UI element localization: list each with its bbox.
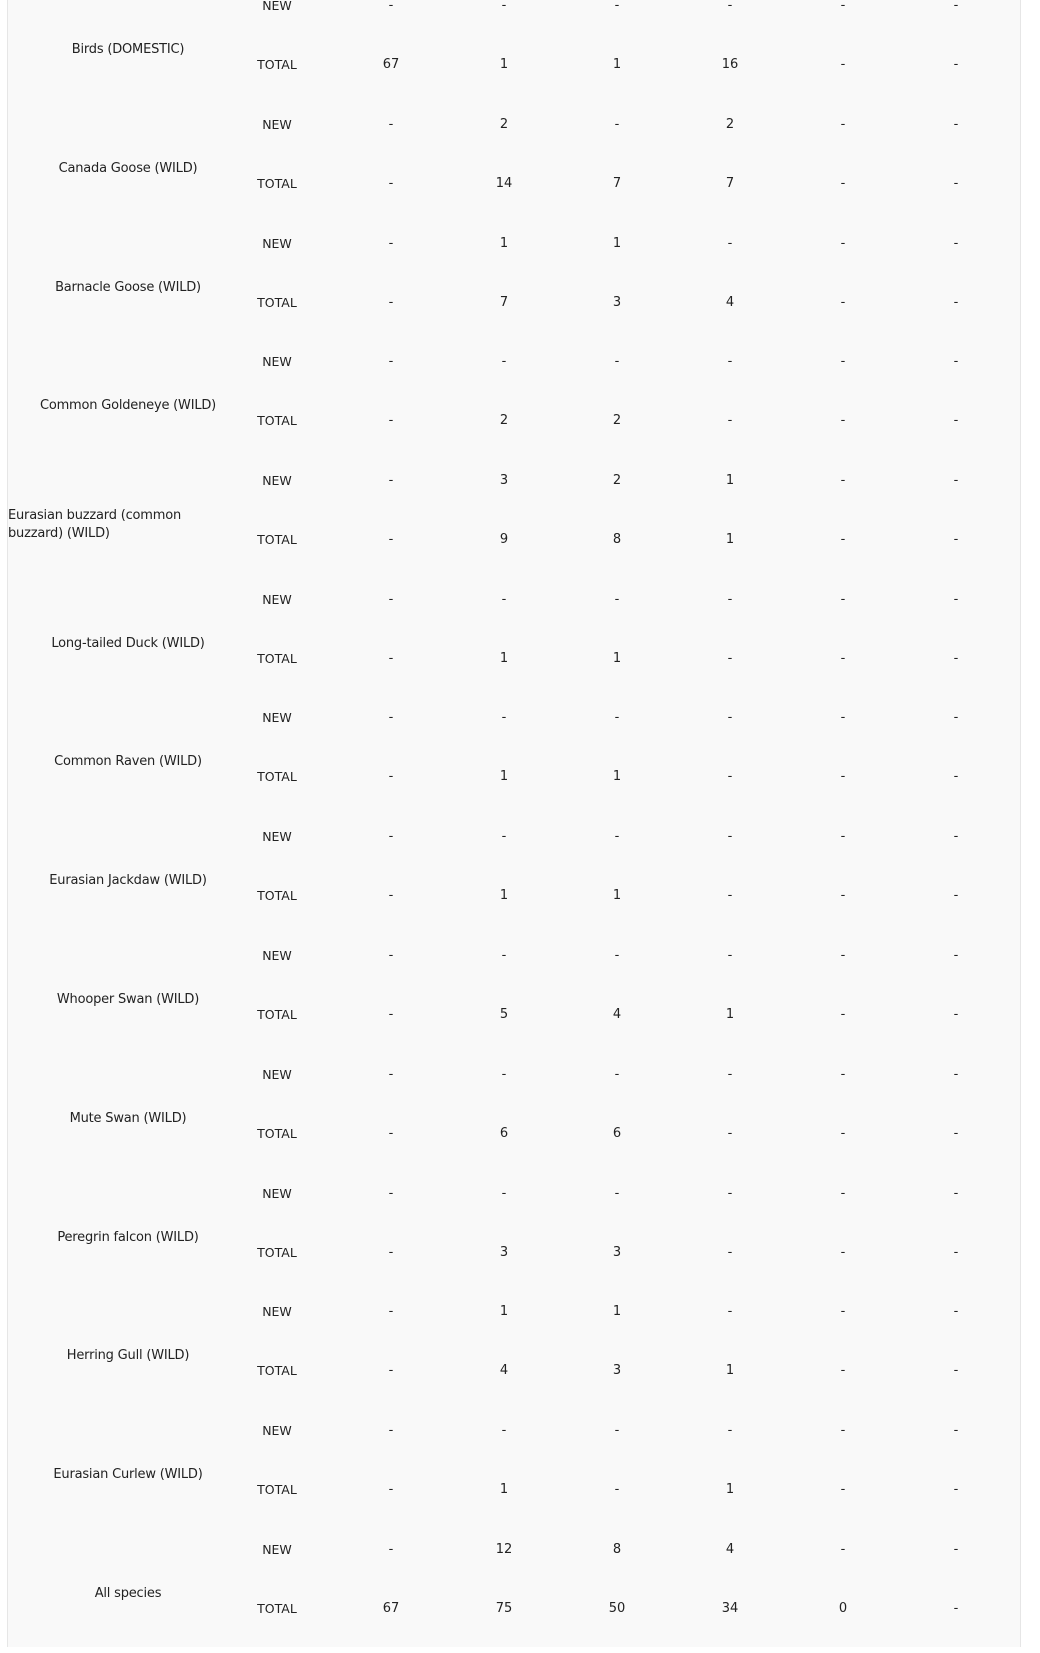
- table-cell: -: [501, 710, 507, 725]
- row-type-label: TOTAL: [257, 888, 297, 903]
- species-group: [8, 0, 1022, 109]
- table-cell: -: [840, 651, 846, 666]
- table-cell: 1: [725, 1482, 735, 1497]
- table-cell: -: [727, 236, 733, 251]
- table-cell: -: [953, 1245, 959, 1260]
- table-cell: -: [953, 1542, 959, 1557]
- table-row-total: [8, 649, 1022, 669]
- table-cell: 4: [612, 1007, 622, 1022]
- table-cell: -: [388, 1363, 394, 1378]
- table-cell: -: [388, 0, 394, 13]
- table-cell: 1: [612, 769, 622, 784]
- species-name: Peregrin falcon (WILD): [57, 1230, 199, 1245]
- row-type-label: NEW: [262, 1423, 292, 1438]
- table-row-total: [8, 1243, 1022, 1263]
- table-cell: -: [388, 1245, 394, 1260]
- table-cell: -: [840, 176, 846, 191]
- species-group: [8, 702, 1022, 821]
- species-group: [8, 465, 1022, 584]
- table-cell: -: [840, 1186, 846, 1201]
- table-cell: 1: [612, 57, 622, 72]
- table-cell: -: [727, 710, 733, 725]
- table-cell: -: [953, 948, 959, 963]
- table-cell: 16: [721, 57, 739, 72]
- table-cell: 2: [612, 473, 622, 488]
- species-name: Whooper Swan (WILD): [56, 992, 200, 1007]
- row-type-label: NEW: [262, 117, 292, 132]
- table-cell: -: [840, 117, 846, 132]
- table-cell: 1: [499, 1304, 509, 1319]
- row-type-label: NEW: [262, 1542, 292, 1557]
- table-cell: -: [840, 769, 846, 784]
- table-cell: -: [388, 413, 394, 428]
- table-cell: 7: [499, 295, 509, 310]
- table-cell: -: [953, 1601, 959, 1616]
- row-type-label: NEW: [262, 1304, 292, 1319]
- species-name: Herring Gull (WILD): [66, 1348, 190, 1363]
- row-type-label: NEW: [262, 710, 292, 725]
- table-cell: -: [727, 769, 733, 784]
- table-cell: 2: [499, 413, 509, 428]
- table-cell: -: [953, 236, 959, 251]
- table-cell: -: [727, 592, 733, 607]
- table-cell: -: [840, 592, 846, 607]
- row-type-label: TOTAL: [257, 1601, 297, 1616]
- table-cell: 6: [499, 1126, 509, 1141]
- table-cell: -: [953, 1423, 959, 1438]
- table-cell: 1: [499, 57, 509, 72]
- table-row-new: [8, 234, 1022, 254]
- table-cell: 75: [495, 1601, 513, 1616]
- table-cell: 1: [499, 1482, 509, 1497]
- table-cell: -: [840, 0, 846, 13]
- table-cell: -: [388, 295, 394, 310]
- table-cell: -: [388, 176, 394, 191]
- table-row-new: [8, 115, 1022, 135]
- table-cell: -: [501, 1423, 507, 1438]
- table-cell: -: [953, 117, 959, 132]
- table-cell: 34: [721, 1601, 739, 1616]
- row-type-label: TOTAL: [257, 1007, 297, 1022]
- species-name: All species: [94, 1586, 162, 1601]
- table-cell: -: [727, 651, 733, 666]
- table-cell: 1: [612, 236, 622, 251]
- species-name: Eurasian buzzard (common buzzard) (WILD): [8, 508, 181, 541]
- table-cell: -: [953, 1007, 959, 1022]
- table-cell: 1: [725, 473, 735, 488]
- table-row-total: [8, 1361, 1022, 1381]
- table-cell: -: [727, 1126, 733, 1141]
- table-cell: 3: [612, 295, 622, 310]
- table-cell: -: [388, 236, 394, 251]
- table-cell: 1: [612, 651, 622, 666]
- table-cell: -: [727, 0, 733, 13]
- table-cell: 2: [612, 413, 622, 428]
- species-name: Canada Goose (WILD): [58, 161, 198, 176]
- table-cell: -: [840, 236, 846, 251]
- table-cell: -: [840, 1423, 846, 1438]
- species-group: [8, 940, 1022, 1059]
- table-cell: -: [953, 829, 959, 844]
- table-row-new: [8, 1065, 1022, 1085]
- table-cell: 1: [499, 651, 509, 666]
- table-cell: -: [840, 1126, 846, 1141]
- table-cell: -: [953, 1186, 959, 1201]
- table-row-new: [8, 1302, 1022, 1322]
- table-cell: -: [388, 1304, 394, 1319]
- row-type-label: TOTAL: [257, 769, 297, 784]
- table-cell: -: [840, 888, 846, 903]
- row-type-label: NEW: [262, 0, 292, 13]
- table-cell: 1: [499, 888, 509, 903]
- table-row-total: [8, 767, 1022, 787]
- table-cell: -: [388, 888, 394, 903]
- table-cell: 3: [612, 1245, 622, 1260]
- table-cell: 1: [612, 1304, 622, 1319]
- table-cell: -: [727, 888, 733, 903]
- table-cell: -: [388, 1542, 394, 1557]
- table-cell: -: [953, 1126, 959, 1141]
- row-type-label: NEW: [262, 829, 292, 844]
- table-cell: -: [840, 1007, 846, 1022]
- table-row-new: [8, 708, 1022, 728]
- table-row-new: [8, 1540, 1022, 1560]
- species-name: Common Goldeneye (WILD): [39, 398, 217, 413]
- table-cell: -: [614, 1482, 620, 1497]
- table-cell: -: [501, 948, 507, 963]
- table-cell: -: [501, 1067, 507, 1082]
- table-cell: -: [840, 532, 846, 547]
- table-cell: -: [614, 829, 620, 844]
- table-cell: -: [953, 176, 959, 191]
- table-cell: 50: [608, 1601, 626, 1616]
- table-cell: -: [953, 1067, 959, 1082]
- row-type-label: NEW: [262, 948, 292, 963]
- table-cell: -: [953, 1304, 959, 1319]
- table-cell: 4: [725, 1542, 735, 1557]
- table-row-total: [8, 1480, 1022, 1500]
- row-type-label: NEW: [262, 1186, 292, 1201]
- table-cell: -: [840, 948, 846, 963]
- table-cell: -: [840, 1304, 846, 1319]
- table-cell: -: [727, 829, 733, 844]
- table-row-total: [8, 293, 1022, 313]
- table-cell: -: [727, 1067, 733, 1082]
- table-cell: 6: [612, 1126, 622, 1141]
- table-cell: 7: [612, 176, 622, 191]
- species-name: Common Raven (WILD): [54, 754, 202, 769]
- table-cell: 4: [725, 295, 735, 310]
- table-cell: -: [727, 1186, 733, 1201]
- table-cell: -: [388, 710, 394, 725]
- table-cell: -: [388, 948, 394, 963]
- row-type-label: TOTAL: [257, 57, 297, 72]
- species-group: [8, 1059, 1022, 1178]
- table-row-total: [8, 1124, 1022, 1144]
- table-cell: -: [388, 117, 394, 132]
- row-type-label: TOTAL: [257, 413, 297, 428]
- table-cell: -: [953, 0, 959, 13]
- table-row-new: [8, 946, 1022, 966]
- table-cell: -: [614, 1186, 620, 1201]
- table-cell: 1: [612, 888, 622, 903]
- table-cell: 9: [499, 532, 509, 547]
- species-group: [8, 109, 1022, 228]
- species-group: [8, 1415, 1022, 1534]
- table-cell: -: [727, 413, 733, 428]
- table-cell: 2: [499, 117, 509, 132]
- table-row-total: [8, 411, 1022, 431]
- table-cell: 14: [495, 176, 513, 191]
- table-cell: -: [501, 1186, 507, 1201]
- table-cell: 67: [382, 57, 400, 72]
- species-name: Eurasian Jackdaw (WILD): [49, 873, 207, 888]
- species-group: [8, 228, 1022, 347]
- table-cell: -: [727, 354, 733, 369]
- table-cell: -: [388, 1067, 394, 1082]
- table-cell: 67: [382, 1601, 400, 1616]
- species-name: Barnacle Goose (WILD): [55, 280, 201, 295]
- table-cell: -: [953, 354, 959, 369]
- table-cell: 3: [499, 1245, 509, 1260]
- species-name: Mute Swan (WILD): [69, 1111, 187, 1126]
- table-cell: -: [727, 948, 733, 963]
- table-cell: -: [840, 57, 846, 72]
- table-cell: -: [840, 354, 846, 369]
- species-group: [8, 1296, 1022, 1415]
- table-row-new: [8, 827, 1022, 847]
- table-cell: -: [388, 473, 394, 488]
- table-cell: 7: [725, 176, 735, 191]
- table-cell: -: [953, 710, 959, 725]
- row-type-label: NEW: [262, 1067, 292, 1082]
- table-cell: 0: [838, 1601, 848, 1616]
- row-type-label: TOTAL: [257, 295, 297, 310]
- row-type-label: NEW: [262, 236, 292, 251]
- table-cell: 1: [725, 1363, 735, 1378]
- table-row-total: [8, 1599, 1022, 1619]
- species-name: Long-tailed Duck (WILD): [51, 636, 205, 651]
- table-cell: -: [840, 1363, 846, 1378]
- table-cell: -: [614, 1423, 620, 1438]
- table-cell: 1: [725, 532, 735, 547]
- table-row-new: [8, 352, 1022, 372]
- table-cell: -: [953, 1482, 959, 1497]
- table-cell: -: [953, 1363, 959, 1378]
- table-cell: 1: [499, 769, 509, 784]
- table-cell: 1: [499, 236, 509, 251]
- table-cell: -: [953, 295, 959, 310]
- table-cell: -: [614, 1067, 620, 1082]
- row-type-label: NEW: [262, 473, 292, 488]
- table-cell: -: [727, 1423, 733, 1438]
- table-cell: -: [388, 1007, 394, 1022]
- table-cell: 1: [725, 1007, 735, 1022]
- species-name: Birds (DOMESTIC): [71, 42, 185, 57]
- table-cell: -: [388, 1423, 394, 1438]
- species-group: [8, 821, 1022, 940]
- species-name: Eurasian Curlew (WILD): [53, 1467, 203, 1482]
- table-row-total: [8, 174, 1022, 194]
- table-cell: -: [840, 295, 846, 310]
- table-cell: -: [727, 1245, 733, 1260]
- table-cell: 8: [612, 532, 622, 547]
- table-cell: 8: [612, 1542, 622, 1557]
- species-group: [8, 584, 1022, 703]
- table-cell: -: [501, 354, 507, 369]
- table-cell: -: [840, 1482, 846, 1497]
- row-type-label: TOTAL: [257, 651, 297, 666]
- table-cell: -: [614, 117, 620, 132]
- row-type-label: NEW: [262, 354, 292, 369]
- species-group: [8, 1178, 1022, 1297]
- table-row-new: [8, 0, 1022, 16]
- outbreak-table: [7, 0, 1021, 1647]
- table-cell: -: [501, 0, 507, 13]
- table-cell: -: [614, 710, 620, 725]
- table-cell: -: [388, 1186, 394, 1201]
- row-type-label: TOTAL: [257, 1363, 297, 1378]
- table-cell: -: [388, 354, 394, 369]
- table-cell: 5: [499, 1007, 509, 1022]
- table-cell: 12: [495, 1542, 513, 1557]
- table-row-total: [8, 1005, 1022, 1025]
- table-cell: -: [614, 948, 620, 963]
- table-row-total: [8, 55, 1022, 75]
- table-cell: -: [388, 1482, 394, 1497]
- table-row-total: [8, 530, 1022, 550]
- table-cell: -: [388, 829, 394, 844]
- table-cell: 2: [725, 117, 735, 132]
- table-row-new: [8, 590, 1022, 610]
- table-cell: -: [388, 651, 394, 666]
- table-cell: -: [953, 651, 959, 666]
- species-group: [8, 346, 1022, 465]
- table-cell: -: [388, 532, 394, 547]
- table-cell: 4: [499, 1363, 509, 1378]
- row-type-label: NEW: [262, 592, 292, 607]
- table-cell: -: [388, 592, 394, 607]
- table-cell: 3: [612, 1363, 622, 1378]
- row-type-label: TOTAL: [257, 1482, 297, 1497]
- table-cell: -: [840, 473, 846, 488]
- table-row-total: [8, 886, 1022, 906]
- table-cell: -: [614, 0, 620, 13]
- table-cell: -: [840, 1067, 846, 1082]
- table-cell: -: [388, 769, 394, 784]
- table-row-new: [8, 1184, 1022, 1204]
- table-cell: -: [840, 1542, 846, 1557]
- row-type-label: TOTAL: [257, 1126, 297, 1141]
- table-cell: -: [501, 592, 507, 607]
- table-cell: -: [840, 413, 846, 428]
- row-type-label: TOTAL: [257, 176, 297, 191]
- table-cell: -: [388, 1126, 394, 1141]
- table-row-new: [8, 1421, 1022, 1441]
- table-cell: -: [614, 592, 620, 607]
- table-cell: -: [953, 769, 959, 784]
- table-cell: -: [614, 354, 620, 369]
- table-cell: 3: [499, 473, 509, 488]
- table-cell: -: [953, 592, 959, 607]
- table-cell: -: [953, 413, 959, 428]
- row-type-label: TOTAL: [257, 1245, 297, 1260]
- table-cell: -: [953, 473, 959, 488]
- table-cell: -: [501, 829, 507, 844]
- row-type-label: TOTAL: [257, 532, 297, 547]
- table-cell: -: [840, 829, 846, 844]
- table-cell: -: [727, 1304, 733, 1319]
- table-cell: -: [953, 532, 959, 547]
- species-group-all: [8, 1534, 1022, 1653]
- table-cell: -: [840, 1245, 846, 1260]
- table-cell: -: [953, 57, 959, 72]
- table-row-new: [8, 471, 1022, 491]
- table-cell: -: [840, 710, 846, 725]
- table-cell: -: [953, 888, 959, 903]
